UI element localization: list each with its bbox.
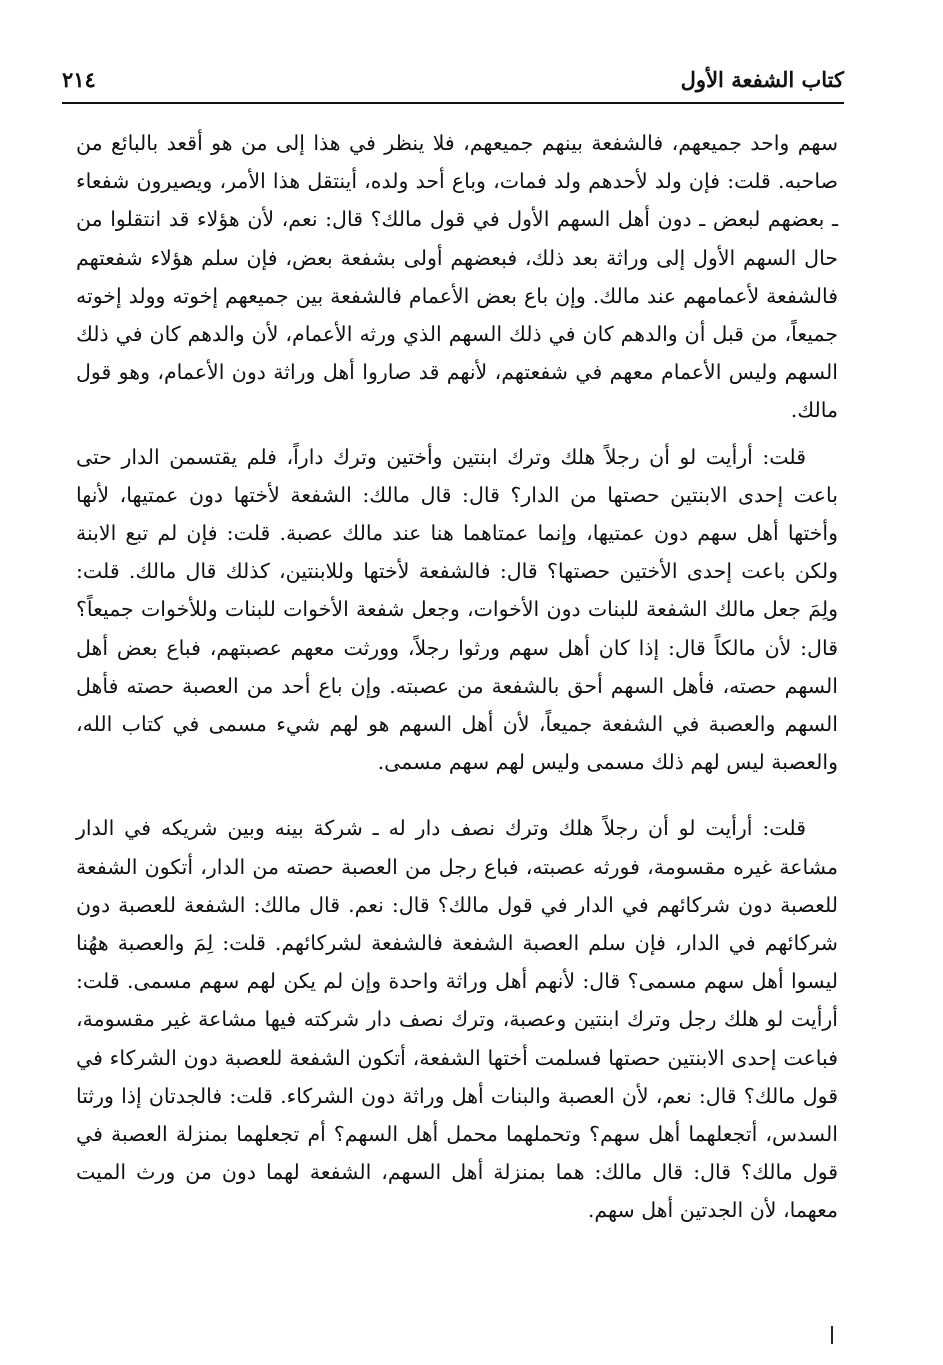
paragraph: قلت: أرأيت لو أن رجلاً هلك وترك ابنتين وأختين وترك داراً، فلم يقتسمن الدار حتى باعت إحدى الابنتين حصتها من الدار؟ قال: قال مالك: الشفعة لأختها دون عمتيها، لأنها وأختها أهل سهم دون عمتيها، وإنما عمتاهما هنا عند مالك عصبة. قلت: فإن لم تبع الابنة ولكن باعت إحدى الأختين حصتها؟ قال: فالشفعة لأختها وللابنتين، كذلك قال مالك. قلت: ولِمَ جعل مالك الشفعة للبنات دون الأخوات، وجعل شفعة الأخوات للبنات وللأخوات جميعاً؟ قال: لأن مالكاً قال: إذا كان أهل سهم ورثوا رجلاً، وورثت معهم عصبتهم، فباع بعض أهل السهم حصته، فأهل السهم أحق بالشفعة من عصبته. وإن باع أحد من العصبة حصته فأهل السهم والعصبة في الشفعة جميعاً، لأن أهل السهم هو لهم شيء مسمى في كتاب الله، والعصبة ليس لهم ذلك مسمى وليس لهم سهم مسمى. xyxy=(76,444,839,775)
margin-mark xyxy=(831,1326,833,1344)
header-rule xyxy=(62,102,844,104)
body-text xyxy=(76,124,838,1230)
page-number: ٢١٤ xyxy=(62,66,96,92)
paragraph: سهم واحد جميعهم، فالشفعة بينهم جميعهم، فلا ينظر في هذا إلى من هو أقعد بالبائع من صاحبه. قلت: فإن ولد لأحدهم ولد فمات، وباع أحد ولده، أينتقل هذا الأمر، ويصيرون شفعاء ـ بعضهم لبعض ـ دون أهل السهم الأول في قول مالك؟ قال: نعم، لأن هؤلاء قد انتقلوا من حال السهم الأول إلى وراثة بعد ذلك، فبعضهم أولى بشفعة بعض، فإن سلم هؤلاء شفعتهم فالشفعة لأعمامهم عند مالك. وإن باع بعض الأعمام فالشفعة بين جميعهم إخوته وولد إخوته جميعاً، من قبل أن والدهم كان في ذلك السهم الذي ورثه الأعمام، لأن والدهم كان في ذلك السهم وليس الأعمام معهم في شفعتهم، لأنهم قد صاروا أهل وراثة دون الأعمام، وهو قول مالك. xyxy=(76,131,838,423)
page-header xyxy=(62,62,844,96)
paragraph: قلت: أرأيت لو أن رجلاً هلك وترك نصف دار له ـ شركة بينه وبين شريكه في الدار مشاعة غيره مقسومة، فورثه عصبته، فباع رجل من العصبة حصته من الدار، أتكون الشفعة للعصبة دون شركائهم في الدار في قول مالك؟ قال: نعم. قال مالك: الشفعة للعصبة دون شركائهم في الدار، فإن سلم العصبة الشفعة فالشفعة لشركائهم. قلت: لِمَ والعصبة ههُنا ليسوا أهل سهم مسمى؟ قال: لأنهم أهل وراثة واحدة وإن لم يكن لهم سهم مسمى. قلت: أرأيت لو هلك رجل وترك ابنتين وعصبة، وترك نصف دار شركته فيها مشاعة غير مقسومة، فباعت إحدى الابنتين حصتها فسلمت أختها الشفعة، أتكون الشفعة للعصبة دون الشركاء في قول مالك؟ قال: نعم، لأن العصبة والبنات أهل وراثة دون الشركاء. قلت: فالجدتان إذا ورثتا السدس، أتجعلهما أهل سهم؟ وتحملهما محمل أهل السهم؟ أم تجعلهما بمنزلة العصبة في قول مالك؟ قال: قال مالك: هما بمنزلة أهل السهم، الشفعة لهما دون من ورث الميت معهما، لأن الجدتين أهل سهم. xyxy=(76,816,838,1223)
running-title: كتاب الشفعة الأول xyxy=(680,66,844,92)
